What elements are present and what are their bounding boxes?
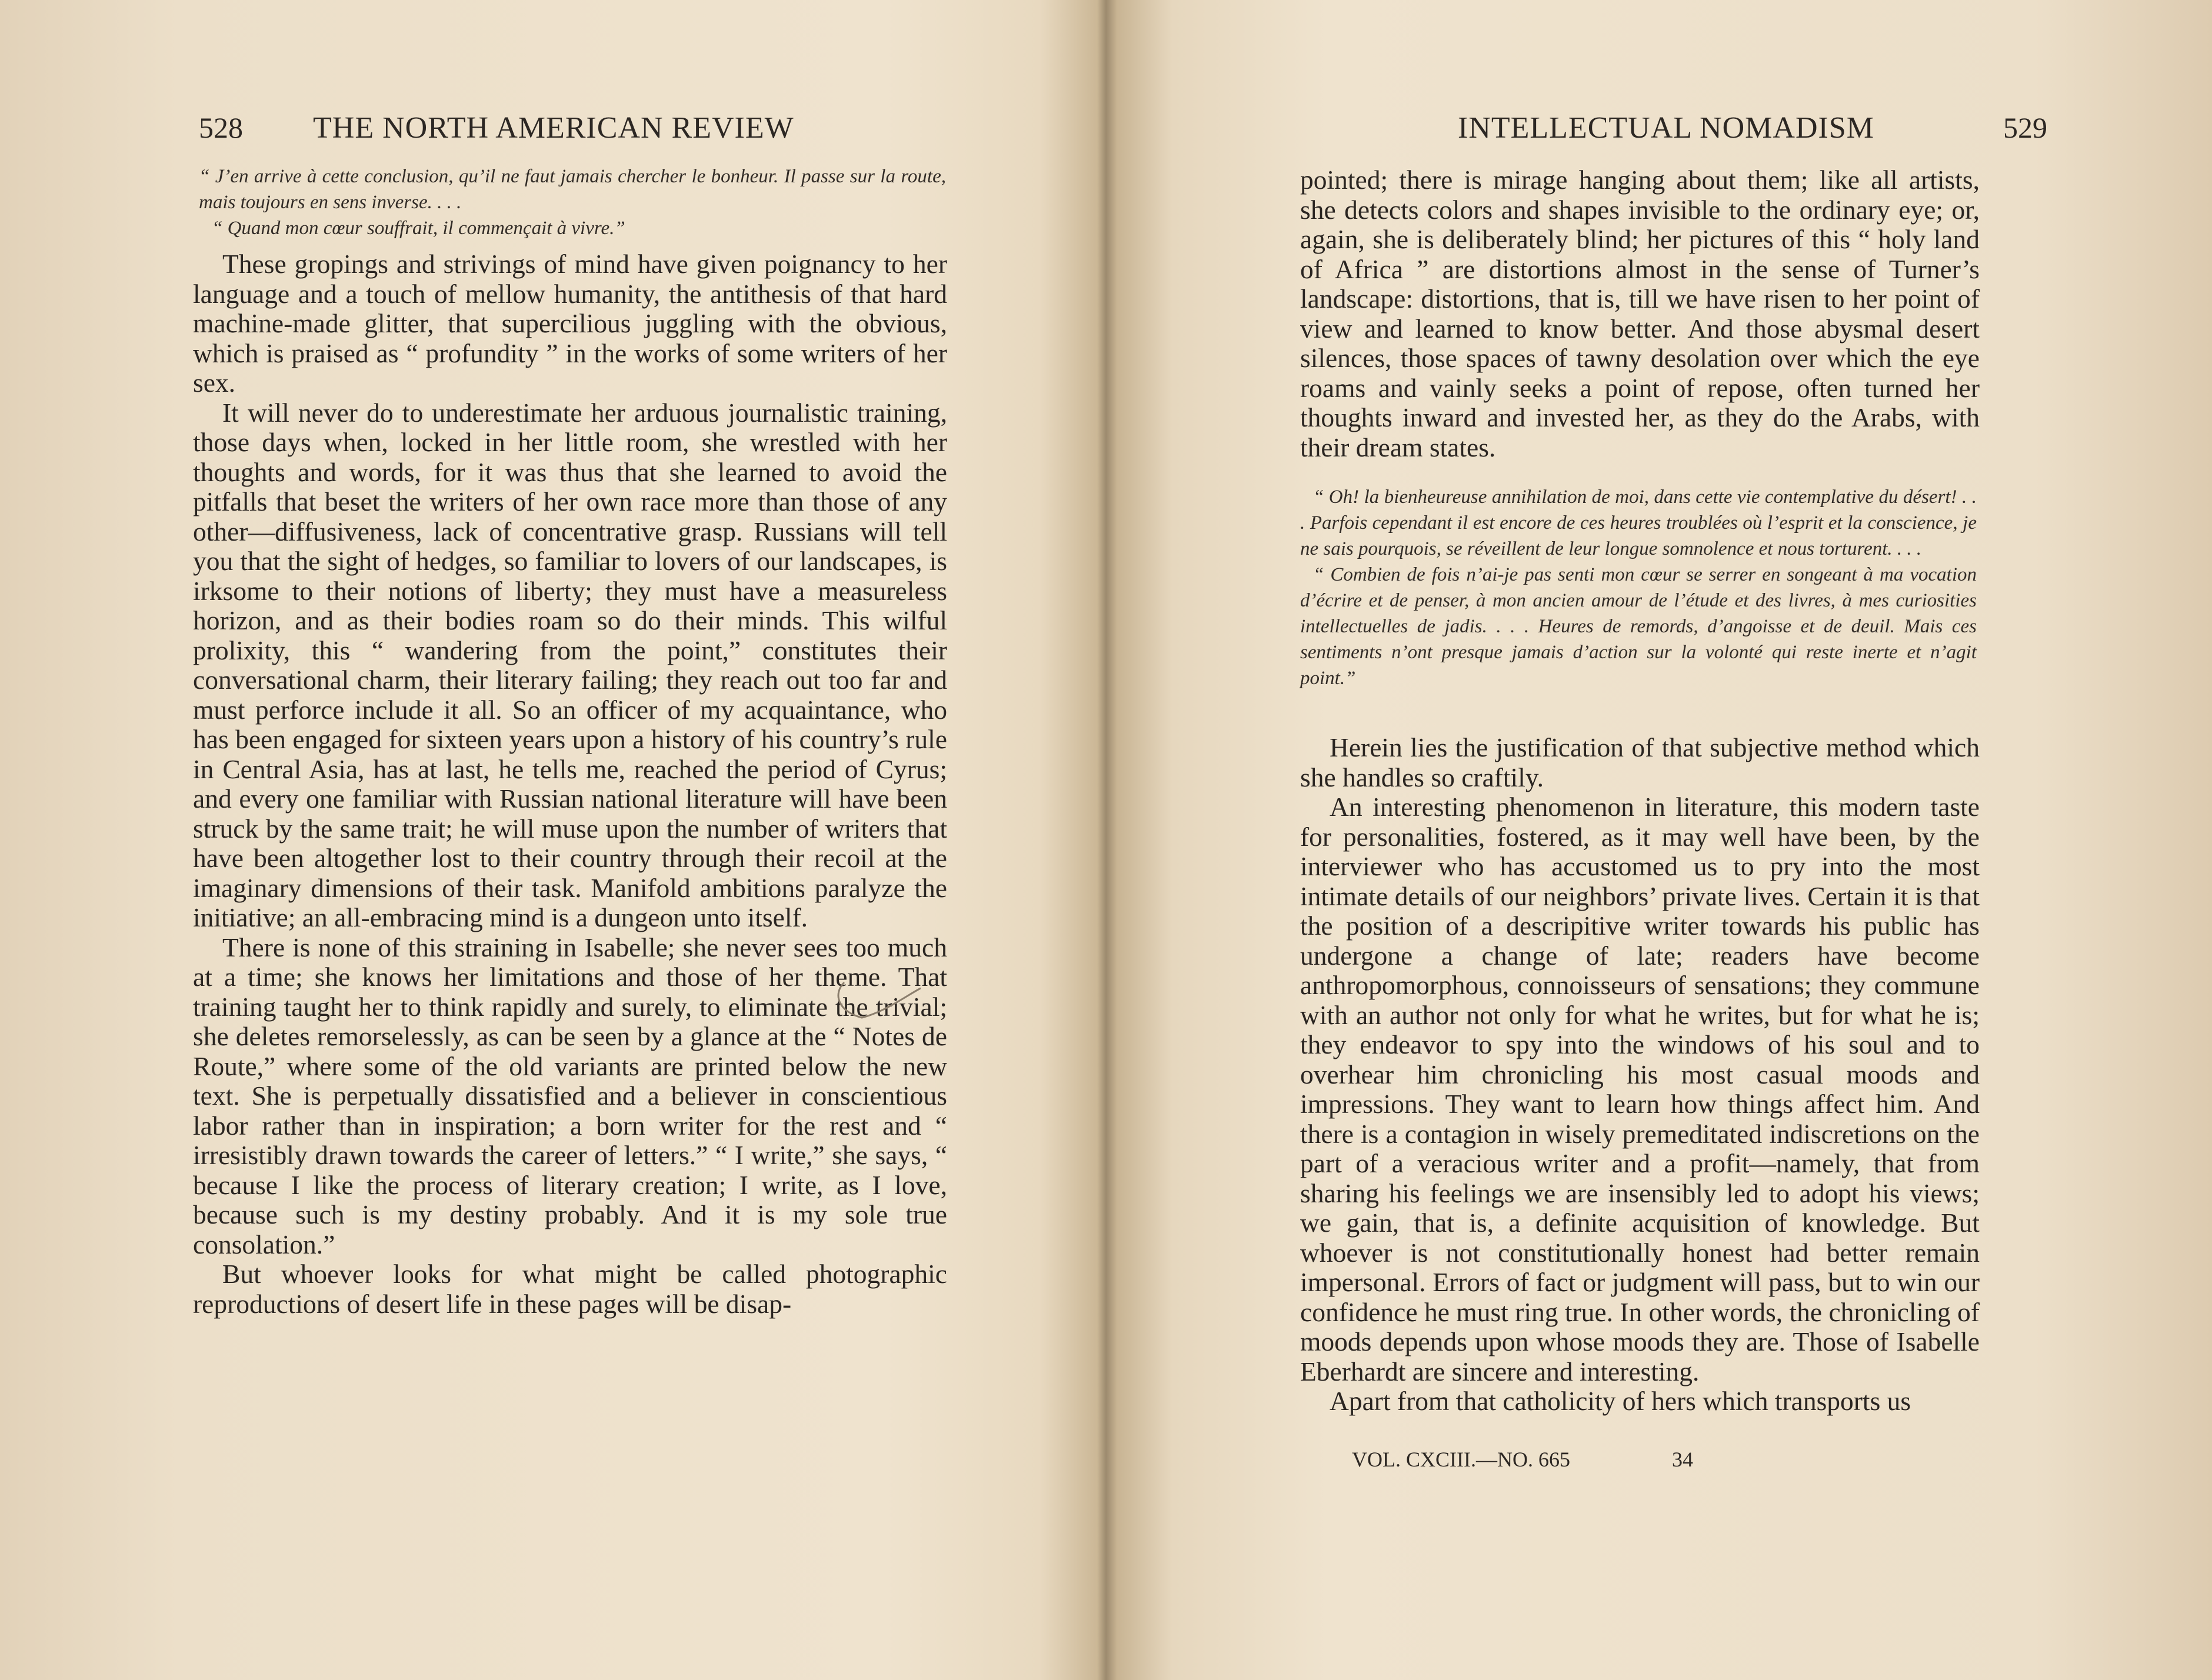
signature-line: VOL. CXCIII.—NO. 665	[1352, 1448, 1570, 1471]
right-page	[1106, 0, 2212, 1680]
body-text-right	[1300, 733, 1980, 1416]
page-number-right: 529	[2003, 111, 2047, 144]
pencil-mark	[827, 976, 927, 1029]
body-text-right-top	[1300, 165, 1980, 462]
quote-paragraph: “ Oh! la bienheureuse annihilation de moi, dans cette vie contemplative du désert! . . . Parfois cependant il est encore de ces heures troublées où l’esprit et la conscience, je ne sais pourquois, se réveillent de leur longue somnolence et nous torturent. . . .	[1300, 486, 1977, 559]
paragraph: There is none of this straining in Isabelle; she never sees too much at a time; she knows her limitations and those of her theme. That training taught her to think rapidly and surely, to eliminate the trivial; she deletes remorselessly, as can be seen by a glance at the “ Notes de Route,” where some of the old variants are printed below the new text. She is perpetually dissatisfied and a believer in conscientious labor rather than in inspiration; a born writer for the rest and “ irresistibly drawn towards the career of letters.” “ I write,” she says, “ because I like the process of literary creation; I write, as I love, because such is my destiny probably. And it is my sole true consolation.”	[193, 932, 947, 1259]
running-head-left: THE NORTH AMERICAN REVIEW	[313, 111, 794, 145]
paragraph: It will never do to underestimate her arduous journalistic training, those days when, locked in her little room, she wrestled with her thoughts and words, for it was thus that she learned to avoid the pitfalls that beset the writers of her own race more than those of any other—diffusiveness, lack of concentrative grasp. Russians will tell you that the sight of hedges, so familiar to lovers of our landscapes, is irksome to their notions of liberty; they must have a measureless horizon, and as their bodies roam so do their minds. This wilful prolixity, this “ wandering from the point,” constitutes their conversational charm, their literary failing; they reach out too far and must perforce include it all. So an officer of my acquaintance, who has been engaged for sixteen years upon a history of his country’s rule in Central Asia, has at last, he tells me, reached the period of Cyrus; and every one familiar with Russian national literature will have been struck by the same trait; he will muse upon the number of writers that have been altogether lost to their country through their recoil at the imaginary dimensions of their task. Manifold ambitions paralyze the initiative; an all-embracing mind is a dungeon unto itself.	[193, 397, 947, 932]
quote-paragraph: “ Combien de fois n’ai-je pas senti mon cœur se serrer en songeant à ma vocation d’écrire et de penser, à mon ancien amour de l’étude et des livres, à mes curiosities intellectuelles de jadis. . . . Heures de remords, d’angoisse et de deuil. Mais ces sentiments n’ont presque jamais d’action sur la volonté qui reste inerte et n’agit point.”	[1300, 564, 1977, 689]
quote-paragraph: “ Quand mon cœur souffrait, il commençait à vivre.”	[212, 218, 625, 239]
paragraph: An interesting phenomenon in literature, this modern taste for personalities, fostered, as it may well have been, by the interviewer who has accustomed us to pry into the most intimate details of our neighbors’ private lives. Certain it is that the position of a descripitive writer towards his public has undergone a change of late; readers have become anthropomorphous, connoisseurs of sensations; they commune with an author not only for what he writes, but for what he is; they endeavor to spy into the windows of his soul and to overhear him chronicling his most casual moods and impressions. They want to learn how things affect him. And there is a contagion in wisely premeditated indiscretions on the part of a veracious writer and a profit—namely, that from sharing his feelings we are insensibly led to adopt his views; we gain, that is, a definite acquisition of knowledge. But whoever is not constitutionally honest had better remain impersonal. Errors of fact or judgment will pass, but to win our confidence he must ring true. In other words, the chronicling of moods depends upon whose moods they are. Those of Isabelle Eberhardt are sincere and interesting.	[1300, 792, 1980, 1386]
page-number-left: 528	[199, 111, 243, 144]
french-quote-right	[1300, 484, 1977, 691]
running-head-right: INTELLECTUAL NOMADISM	[1458, 111, 1874, 145]
french-quote-left	[199, 164, 946, 241]
quote-paragraph: “ J’en arrive à cette conclusion, qu’il ne faut jamais chercher le bonheur. Il passe sur la route, mais toujours en sens inverse. . . .	[199, 166, 946, 213]
paragraph: Apart from that catholicity of hers which transports us	[1330, 1386, 1911, 1416]
body-text-left	[193, 249, 947, 1319]
paragraph: These gropings and strivings of mind have given poignancy to her language and a touch of mellow humanity, the antithesis of that hard machine-made glitter, that supercilious juggling with the obvious, which is praised as “ profundity ” in the works of some writers of her sex.	[193, 249, 947, 398]
paragraph: Herein lies the justification of that subjective method which she handles so craftily.	[1300, 732, 1980, 792]
paragraph: But whoever looks for what might be called photographic reproductions of desert life in these pages will be disap-	[193, 1259, 947, 1319]
paragraph: pointed; there is mirage hanging about them; like all artists, she detects colors and shapes invisible to the ordinary eye; or, again, she is deliberately blind; her pictures of this “ holy land of Africa ” are distortions almost in the sense of Turner’s landscape: distortions, that is, till we have risen to her point of view and learned to know better. And those abysmal desert silences, those spaces of tawny desolation over which the eye roams and vainly seeks a point of repose, often turned her thoughts inward and invested her, as they do the Arabs, with their dream states.	[1300, 165, 1980, 462]
signature-number: 34	[1672, 1448, 1693, 1471]
